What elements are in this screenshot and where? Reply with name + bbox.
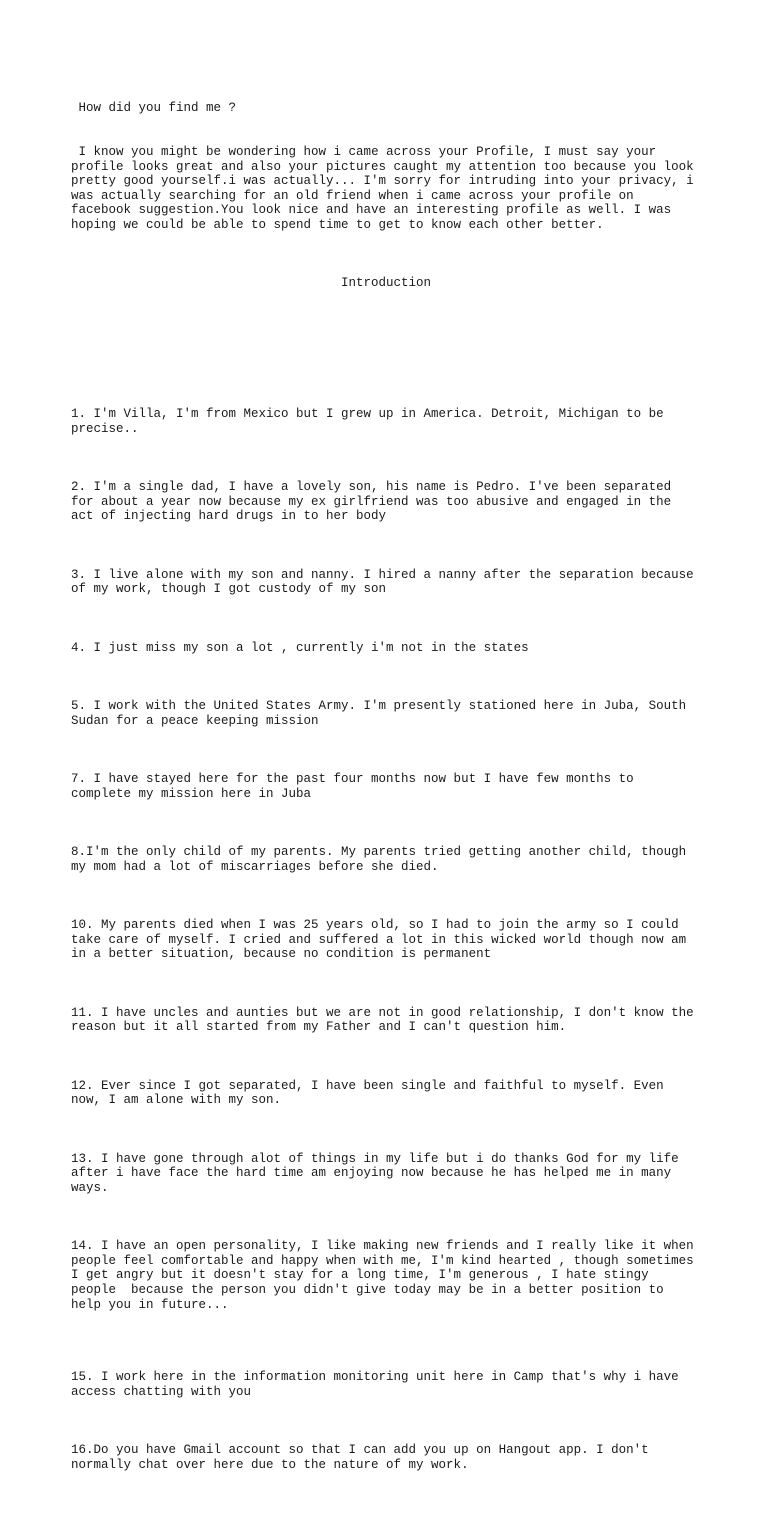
list-item: 1. I'm Villa, I'm from Mexico but I grew up in America. Detroit, Michigan to be precise.. [71,407,672,436]
intro-paragraph: I know you might be wondering how i came across your Profile, I must say your profile looks great and also your pictures caught my attention too because you look pretty good yourself.i was actually... I'm sorry for intruding into your privacy, i was actually searching for an old friend when i came across your profile on facebook suggestion.You look nice and have an interesting profile as well. I was hoping we could be able to spend time to get to know each other better. [71,144,702,232]
list-item: 11. I have uncles and aunties but we are not in good relationship, I don't know the reason but it all started from my Father and I can't question him. [71,1005,702,1035]
list-item: 5. I work with the United States Army. I'm presently stationed here in Juba, South Sudan for a peace keeping mission [71,699,694,728]
opening-question: How did you find me ? [71,101,237,116]
list-item: 15. I work here in the information monitoring unit here in Camp that's why i have access chatting with you [71,1370,687,1400]
list-item: 13. I have gone through alot of things in my life but i do thanks God for my life after i have face the hard time am enjoying now because he has helped me in many ways. [71,1151,687,1195]
list-item: 10. My parents died when I was 25 years old, so I had to join the army so I could take care of myself. I cried and suffered a lot in this wicked world though now am in a better situation, because no condition is permanent [71,918,694,962]
list-item: 8.I'm the only child of my parents. My parents tried getting another child, though my mom had a lot of miscarriages before she died. [71,845,694,874]
document-page [71,72,701,1516]
list-item: 16.Do you have Gmail account so that I can add you up on Hangout app. I don't normally chat over here due to the nature of my work. [71,1443,657,1473]
list-item: 12. Ever since I got separated, I have been single and faithful to myself. Even now, I am alone with my son. [71,1078,672,1108]
list-item: 2. I'm a single dad, I have a lovely son, his name is Pedro. I've been separated for about a year now because my ex girlfriend was too abusive and engaged in the act of injecting hard drugs in to her body [71,480,679,524]
list-item: 3. I live alone with my son and nanny. I hired a nanny after the separation because of my work, though I got custody of my son [71,567,702,597]
introduction-list [71,378,701,1502]
list-item: 4. I just miss my son a lot , currently i'm not in the states [71,640,529,655]
list-item: 7. I have stayed here for the past four months now but I have few months to complete my mission here in Juba [71,772,642,801]
section-heading: Introduction [340,275,431,290]
list-item: 14. I have an open personality, I like making new friends and I really like it when people feel comfortable and happy when with me, I'm kind hearted , though sometimes I get angry but it doesn't stay for a long time, I'm generous , I hate stingy people because the person you didn't give today may be in a better position to help you in future... [71,1239,702,1312]
